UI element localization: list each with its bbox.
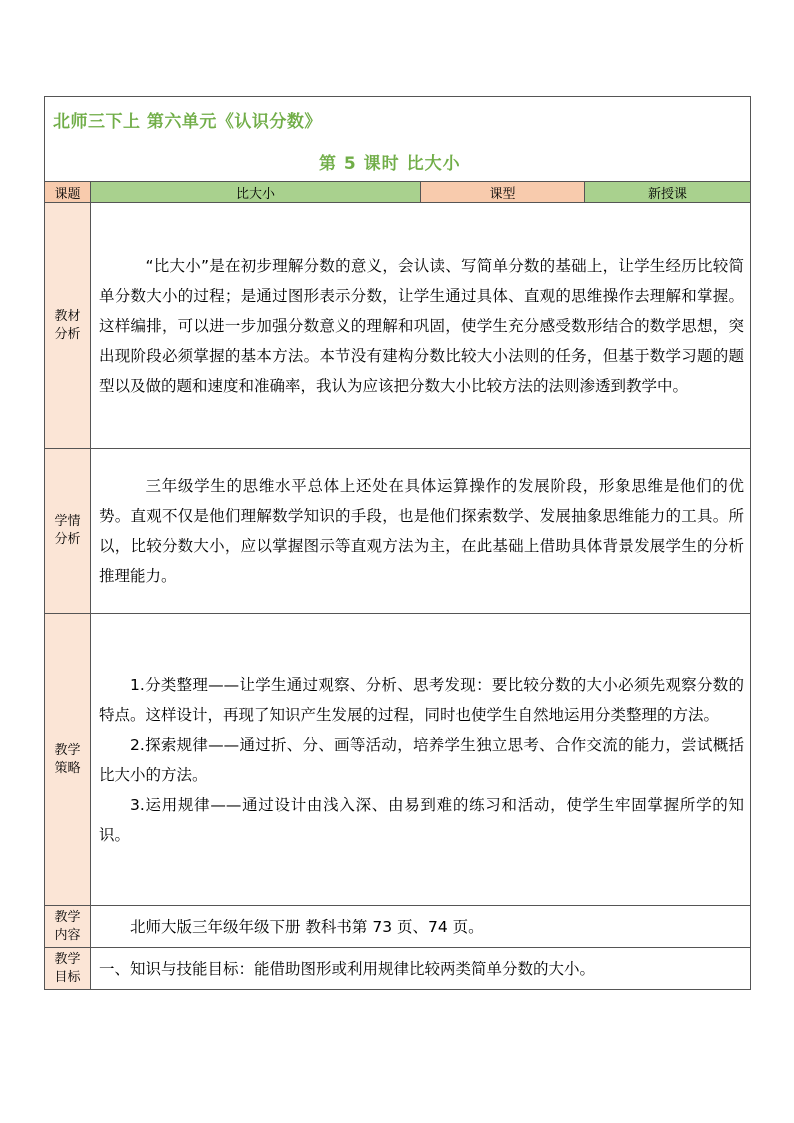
lesson-subtitle: 第 5 课时 比大小: [319, 154, 461, 174]
lesson-plan-table: [44, 96, 751, 990]
textbook-analysis-row: [45, 203, 751, 449]
strategy-item: 2.探索规律——通过折、分、画等活动，培养学生独立思考、合作交流的能力，尝试概括比大小的方法。: [99, 735, 744, 784]
teaching-content-row: [45, 906, 751, 948]
strategy-item: 3.运用规律——通过设计由浅入深、由易到难的练习和活动，使学生牢固掌握所学的知识。: [99, 795, 744, 844]
teaching-content-text: 北师大版三年级年级下册 教科书第 73 页、74 页。: [91, 906, 751, 948]
teaching-content-label: 教学 内容: [45, 906, 91, 948]
strategy-item: 1.分类整理——让学生通过观察、分析、思考发现：要比较分数的大小必须先观察分数的特点。这样设计，再现了知识产生发展的过程，同时也使学生自然地运用分类整理的方法。: [99, 675, 744, 724]
topic-label: 课题: [45, 182, 91, 203]
info-row: [45, 182, 751, 203]
teaching-strategy-text: [91, 614, 751, 906]
student-analysis-row: [45, 449, 751, 614]
type-label: 课型: [421, 182, 585, 203]
student-analysis-label: 学情 分析: [45, 449, 91, 614]
header-cell: [45, 97, 751, 182]
teaching-goals-row: [45, 948, 751, 990]
topic-value: 比大小: [91, 182, 421, 203]
type-value: 新授课: [585, 182, 751, 203]
teaching-goals-text: 一、知识与技能目标：能借助图形或利用规律比较两类简单分数的大小。: [91, 948, 751, 990]
document-title: 北师三下上 第六单元《认识分数》: [53, 112, 322, 132]
teaching-goals-label: 教学 目标: [45, 948, 91, 990]
textbook-analysis-text: “比大小”是在初步理解分数的意义，会认读、写简单分数的基础上，让学生经历比较简单分数大小的过程；是通过图形表示分数，让学生通过具体、直观的思维操作去理解和掌握。这样编排，可以进一步加强分数意义的理解和巩固，使学生充分感受数形结合的数学思想，突出现阶段必须掌握的基本方法。本节没有建构分数比较大小法则的任务，但基于数学习题的题型以及做的题和速度和准确率，我认为应该把分数大小比较方法的法则渗透到教学中。: [91, 203, 751, 449]
teaching-strategy-label: 教学 策略: [45, 614, 91, 906]
teaching-strategy-row: [45, 614, 751, 906]
textbook-analysis-label: 教材 分析: [45, 203, 91, 449]
student-analysis-text: 三年级学生的思维水平总体上还处在具体运算操作的发展阶段，形象思维是他们的优势。直观不仅是他们理解数学知识的手段，也是他们探索数学、发展抽象思维能力的工具。所以，比较分数大小，应以掌握图示等直观方法为主，在此基础上借助具体背景发展学生的分析推理能力。: [91, 449, 751, 614]
